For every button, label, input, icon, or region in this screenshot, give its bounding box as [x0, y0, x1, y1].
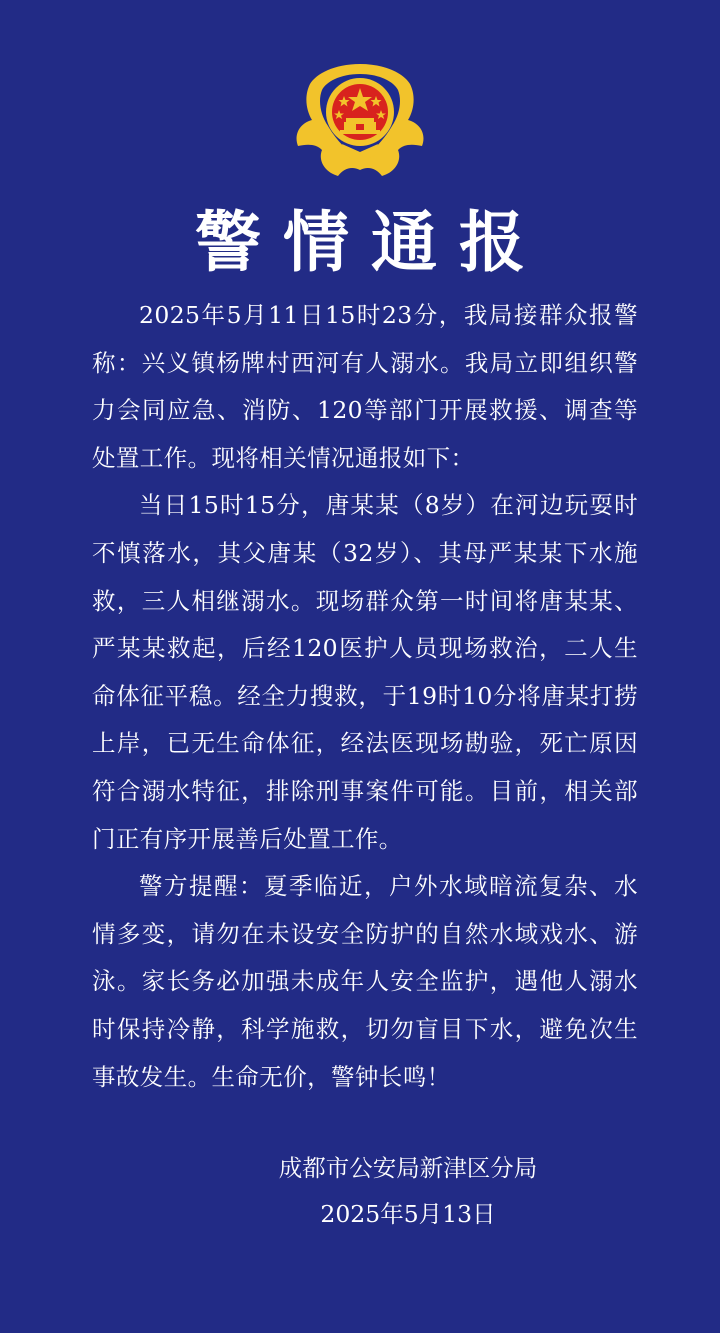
issuer-name: 成都市公安局新津区分局 — [278, 1154, 538, 1182]
notice-paragraph-details: 当日15时15分，唐某某（8岁）在河边玩耍时不慎落水，其父唐某（32岁）、其母严某某下水施救，三人相继溺水。现场群众第一时间将唐某某、严某某救起，后经120医护人员现场救治，二人生命体征平稳。经全力搜救，于19时10分将唐某打捞上岸，已无生命体征，经法医现场勘验，死亡原因符合溺水特征，排除刑事案件可能。目前，相关部门正有序开展善后处置工作。 — [92, 491, 638, 853]
notice-title: 警情通报 — [195, 204, 547, 281]
notice-paragraph-intro: 2025年5月11日15时23分，我局接群众报警称：兴义镇杨牌村西河有人溺水。我局立即组织警力会同应急、消防、120等部门开展救援、调查等处置工作。现将相关情况通报如下： — [92, 301, 638, 472]
notice-signature — [258, 1145, 558, 1237]
notice-body — [92, 292, 638, 1101]
police-emblem-icon — [294, 60, 426, 185]
notice-paragraph-reminder: 警方提醒：夏季临近，户外水域暗流复杂、水情多变，请勿在未设安全防护的自然水域戏水、游泳。家长务必加强未成年人安全监护，遇他人溺水时保持冷静，科学施救，切勿盲目下水，避免次生事故发生。生命无价，警钟长鸣！ — [92, 872, 638, 1091]
issue-date: 2025年5月13日 — [320, 1200, 496, 1228]
